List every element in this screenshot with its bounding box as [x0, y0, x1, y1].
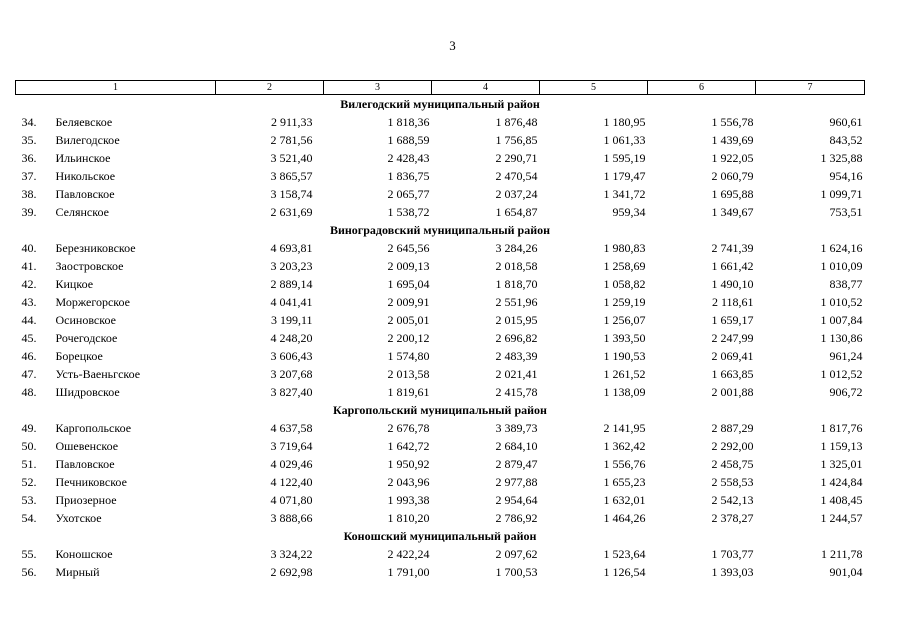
settlement-name: Ильинское [55, 151, 111, 165]
group-title: Вилегодский муниципальный район [340, 97, 540, 111]
value-cell: 1 258,69 [603, 259, 646, 273]
value-cell: 901,04 [829, 565, 863, 579]
value-cell: 1 556,76 [603, 457, 646, 471]
value-cell: 1 490,10 [711, 277, 754, 291]
group-header-row [16, 527, 865, 545]
value-cell: 3 158,74 [270, 187, 313, 201]
header-cell: 7 [756, 81, 865, 95]
value-cell: 4 029,46 [270, 457, 313, 471]
value-cell: 1 393,50 [603, 331, 646, 345]
table-row [16, 185, 865, 203]
settlement-name: Коношское [55, 547, 113, 561]
table-row [16, 275, 865, 293]
value-cell: 1 922,05 [711, 151, 754, 165]
value-cell: 1 010,09 [820, 259, 863, 273]
value-cell: 1 654,87 [495, 205, 538, 219]
value-cell: 1 700,53 [495, 565, 538, 579]
value-cell: 3 324,22 [270, 547, 313, 561]
settlement-name: Приозерное [55, 493, 117, 507]
value-cell: 1 211,78 [820, 547, 863, 561]
value-cell: 1 703,77 [711, 547, 754, 561]
value-cell: 3 203,23 [270, 259, 313, 273]
settlement-name: Мирный [55, 565, 100, 579]
value-cell: 961,24 [829, 349, 863, 363]
table-row [16, 347, 865, 365]
value-cell: 2 631,69 [270, 205, 313, 219]
value-cell: 2 676,78 [387, 421, 430, 435]
settlement-name: Печниковское [55, 475, 127, 489]
value-cell: 1 325,01 [820, 457, 863, 471]
value-cell: 4 071,80 [270, 493, 313, 507]
value-cell: 2 021,41 [495, 367, 538, 381]
value-cell: 1 007,84 [820, 313, 863, 327]
value-cell: 3 888,66 [270, 511, 313, 525]
value-cell: 3 199,11 [270, 313, 313, 327]
row-number: 52. [21, 475, 37, 489]
row-number: 54. [21, 511, 37, 525]
row-number: 37. [21, 169, 37, 183]
header-row [16, 81, 865, 95]
value-cell: 1 130,86 [820, 331, 863, 345]
settlement-name: Осиновское [55, 313, 116, 327]
value-cell: 2 483,39 [495, 349, 538, 363]
group-header-row [16, 401, 865, 419]
table-row [16, 203, 865, 221]
value-cell: 2 542,13 [711, 493, 754, 507]
value-cell: 2 558,53 [711, 475, 754, 489]
settlement-name: Ошевенское [55, 439, 119, 453]
value-cell: 3 719,64 [270, 439, 313, 453]
value-cell: 1 190,53 [603, 349, 646, 363]
value-cell: 1 341,72 [603, 187, 646, 201]
group-title: Каргопольский муниципальный район [333, 403, 547, 417]
value-cell: 1 556,78 [711, 115, 754, 129]
settlement-name: Шидровское [55, 385, 120, 399]
value-cell: 4 693,81 [270, 241, 313, 255]
value-cell: 2 378,27 [711, 511, 754, 525]
value-cell: 3 606,43 [270, 349, 313, 363]
settlement-name: Березниковское [55, 241, 136, 255]
value-cell: 1 523,64 [603, 547, 646, 561]
value-cell: 1 393,03 [711, 565, 754, 579]
header-cell: 3 [324, 81, 432, 95]
row-number: 36. [21, 151, 37, 165]
value-cell: 843,52 [829, 133, 863, 147]
value-cell: 1 010,52 [820, 295, 863, 309]
value-cell: 1 138,09 [603, 385, 646, 399]
value-cell: 1 632,01 [603, 493, 646, 507]
value-cell: 2 470,54 [495, 169, 538, 183]
value-cell: 960,61 [829, 115, 863, 129]
value-cell: 3 389,73 [495, 421, 538, 435]
value-cell: 1 695,88 [711, 187, 754, 201]
value-cell: 2 001,88 [711, 385, 754, 399]
table-row [16, 311, 865, 329]
value-cell: 906,72 [829, 385, 863, 399]
row-number: 56. [21, 565, 37, 579]
value-cell: 2 781,56 [270, 133, 313, 147]
value-cell: 2 879,47 [495, 457, 538, 471]
table-row [16, 329, 865, 347]
value-cell: 1 661,42 [711, 259, 754, 273]
value-cell: 1 159,13 [820, 439, 863, 453]
value-cell: 1 362,42 [603, 439, 646, 453]
table-row [16, 491, 865, 509]
value-cell: 2 015,95 [495, 313, 538, 327]
row-number: 49. [21, 421, 37, 435]
value-cell: 2 422,24 [387, 547, 430, 561]
value-cell: 2 065,77 [387, 187, 430, 201]
value-cell: 1 695,04 [387, 277, 430, 291]
value-cell: 3 865,57 [270, 169, 313, 183]
value-cell: 2 889,14 [270, 277, 313, 291]
value-cell: 1 126,54 [603, 565, 646, 579]
value-cell: 1 688,59 [387, 133, 430, 147]
value-cell: 1 950,92 [387, 457, 430, 471]
settlement-name: Никольское [55, 169, 116, 183]
data-table [15, 80, 865, 581]
value-cell: 1 655,23 [603, 475, 646, 489]
value-cell: 2 009,91 [387, 295, 430, 309]
value-cell: 1 659,17 [711, 313, 754, 327]
value-cell: 2 887,29 [711, 421, 754, 435]
row-number: 51. [21, 457, 37, 471]
value-cell: 838,77 [829, 277, 863, 291]
value-cell: 1 642,72 [387, 439, 430, 453]
value-cell: 1 058,82 [603, 277, 646, 291]
header-cell: 6 [648, 81, 756, 95]
value-cell: 2 954,64 [495, 493, 538, 507]
value-cell: 1 993,38 [387, 493, 430, 507]
settlement-name: Усть-Ваеньгское [55, 367, 141, 381]
value-cell: 1 538,72 [387, 205, 430, 219]
value-cell: 4 041,41 [270, 295, 313, 309]
value-cell: 1 179,47 [603, 169, 646, 183]
value-cell: 2 428,43 [387, 151, 430, 165]
value-cell: 1 099,71 [820, 187, 863, 201]
value-cell: 3 521,40 [270, 151, 313, 165]
row-number: 53. [21, 493, 37, 507]
value-cell: 2 415,78 [495, 385, 538, 399]
value-cell: 2 118,61 [711, 295, 754, 309]
settlement-name: Каргопольское [55, 421, 132, 435]
row-number: 41. [21, 259, 37, 273]
value-cell: 1 595,19 [603, 151, 646, 165]
group-header-row [16, 221, 865, 239]
value-cell: 2 692,98 [270, 565, 313, 579]
header-cell: 4 [432, 81, 540, 95]
table-row [16, 437, 865, 455]
table-row [16, 293, 865, 311]
value-cell: 954,16 [829, 169, 863, 183]
value-cell: 1 663,85 [711, 367, 754, 381]
table-row [16, 365, 865, 383]
row-number: 43. [21, 295, 37, 309]
value-cell: 753,51 [829, 205, 863, 219]
value-cell: 1 836,75 [387, 169, 430, 183]
table-row [16, 509, 865, 527]
row-number: 40. [21, 241, 37, 255]
value-cell: 2 684,10 [495, 439, 538, 453]
value-cell: 1 061,33 [603, 133, 646, 147]
value-cell: 1 261,52 [603, 367, 646, 381]
row-number: 44. [21, 313, 37, 327]
row-number: 35. [21, 133, 37, 147]
table-row [16, 131, 865, 149]
value-cell: 3 827,40 [270, 385, 313, 399]
value-cell: 4 122,40 [270, 475, 313, 489]
settlement-name: Ухотское [55, 511, 102, 525]
value-cell: 2 247,99 [711, 331, 754, 345]
row-number: 48. [21, 385, 37, 399]
value-cell: 2 458,75 [711, 457, 754, 471]
table-row [16, 473, 865, 491]
value-cell: 2 009,13 [387, 259, 430, 273]
value-cell: 4 248,20 [270, 331, 313, 345]
value-cell: 1 180,95 [603, 115, 646, 129]
table-row [16, 239, 865, 257]
row-number: 45. [21, 331, 37, 345]
value-cell: 2 290,71 [495, 151, 538, 165]
row-number: 34. [21, 115, 37, 129]
value-cell: 2 037,24 [495, 187, 538, 201]
header-cell: 1 [16, 81, 216, 95]
row-number: 46. [21, 349, 37, 363]
table-row [16, 383, 865, 401]
header-cell: 2 [216, 81, 324, 95]
value-cell: 2 069,41 [711, 349, 754, 363]
value-cell: 1 439,69 [711, 133, 754, 147]
value-cell: 2 292,00 [711, 439, 754, 453]
value-cell: 2 645,56 [387, 241, 430, 255]
settlement-name: Рочегодское [55, 331, 118, 345]
value-cell: 1 244,57 [820, 511, 863, 525]
value-cell: 1 876,48 [495, 115, 538, 129]
row-number: 38. [21, 187, 37, 201]
settlement-name: Беляевское [55, 115, 113, 129]
value-cell: 2 200,12 [387, 331, 430, 345]
value-cell: 4 637,58 [270, 421, 313, 435]
table-row [16, 419, 865, 437]
value-cell: 1 464,26 [603, 511, 646, 525]
settlement-name: Павловское [55, 457, 115, 471]
group-title: Коношский муниципальный район [343, 529, 537, 543]
value-cell: 2 018,58 [495, 259, 538, 273]
value-cell: 1 012,52 [820, 367, 863, 381]
value-cell: 2 911,33 [270, 115, 313, 129]
settlement-name: Селянское [55, 205, 109, 219]
value-cell: 959,34 [612, 205, 646, 219]
value-cell: 2 696,82 [495, 331, 538, 345]
settlement-name: Кицкое [55, 277, 94, 291]
value-cell: 1 574,80 [387, 349, 430, 363]
group-header-row [16, 95, 865, 114]
table-row [16, 113, 865, 131]
value-cell: 2 551,96 [495, 295, 538, 309]
table-row [16, 149, 865, 167]
row-number: 39. [21, 205, 37, 219]
value-cell: 1 756,85 [495, 133, 538, 147]
value-cell: 1 408,45 [820, 493, 863, 507]
row-number: 42. [21, 277, 37, 291]
value-cell: 2 013,58 [387, 367, 430, 381]
value-cell: 1 349,67 [711, 205, 754, 219]
value-cell: 1 325,88 [820, 151, 863, 165]
table-row [16, 455, 865, 473]
value-cell: 2 141,95 [603, 421, 646, 435]
value-cell: 3 207,68 [270, 367, 313, 381]
value-cell: 2 005,01 [387, 313, 430, 327]
settlement-name: Заостровское [55, 259, 124, 273]
value-cell: 2 060,79 [711, 169, 754, 183]
value-cell: 1 259,19 [603, 295, 646, 309]
header-cell: 5 [540, 81, 648, 95]
value-cell: 1 256,07 [603, 313, 646, 327]
table-row [16, 545, 865, 563]
row-number: 55. [21, 547, 37, 561]
value-cell: 1 819,61 [387, 385, 430, 399]
table-row [16, 167, 865, 185]
value-cell: 1 791,00 [387, 565, 430, 579]
row-number: 50. [21, 439, 37, 453]
value-cell: 1 818,36 [387, 115, 430, 129]
value-cell: 3 284,26 [495, 241, 538, 255]
settlement-name: Борецкое [55, 349, 103, 363]
settlement-name: Вилегодское [55, 133, 120, 147]
value-cell: 2 786,92 [495, 511, 538, 525]
value-cell: 2 097,62 [495, 547, 538, 561]
value-cell: 1 624,16 [820, 241, 863, 255]
table-row [16, 257, 865, 275]
table-row [16, 563, 865, 581]
value-cell: 2 977,88 [495, 475, 538, 489]
row-number: 47. [21, 367, 37, 381]
group-title: Виноградовский муниципальный район [329, 223, 551, 237]
value-cell: 2 741,39 [711, 241, 754, 255]
value-cell: 1 980,83 [603, 241, 646, 255]
page-number: 3 [449, 38, 456, 53]
value-cell: 1 810,20 [387, 511, 430, 525]
value-cell: 2 043,96 [387, 475, 430, 489]
settlement-name: Моржегорское [55, 295, 130, 309]
value-cell: 1 817,76 [820, 421, 863, 435]
value-cell: 1 424,84 [820, 475, 863, 489]
settlement-name: Павловское [55, 187, 115, 201]
value-cell: 1 818,70 [495, 277, 538, 291]
